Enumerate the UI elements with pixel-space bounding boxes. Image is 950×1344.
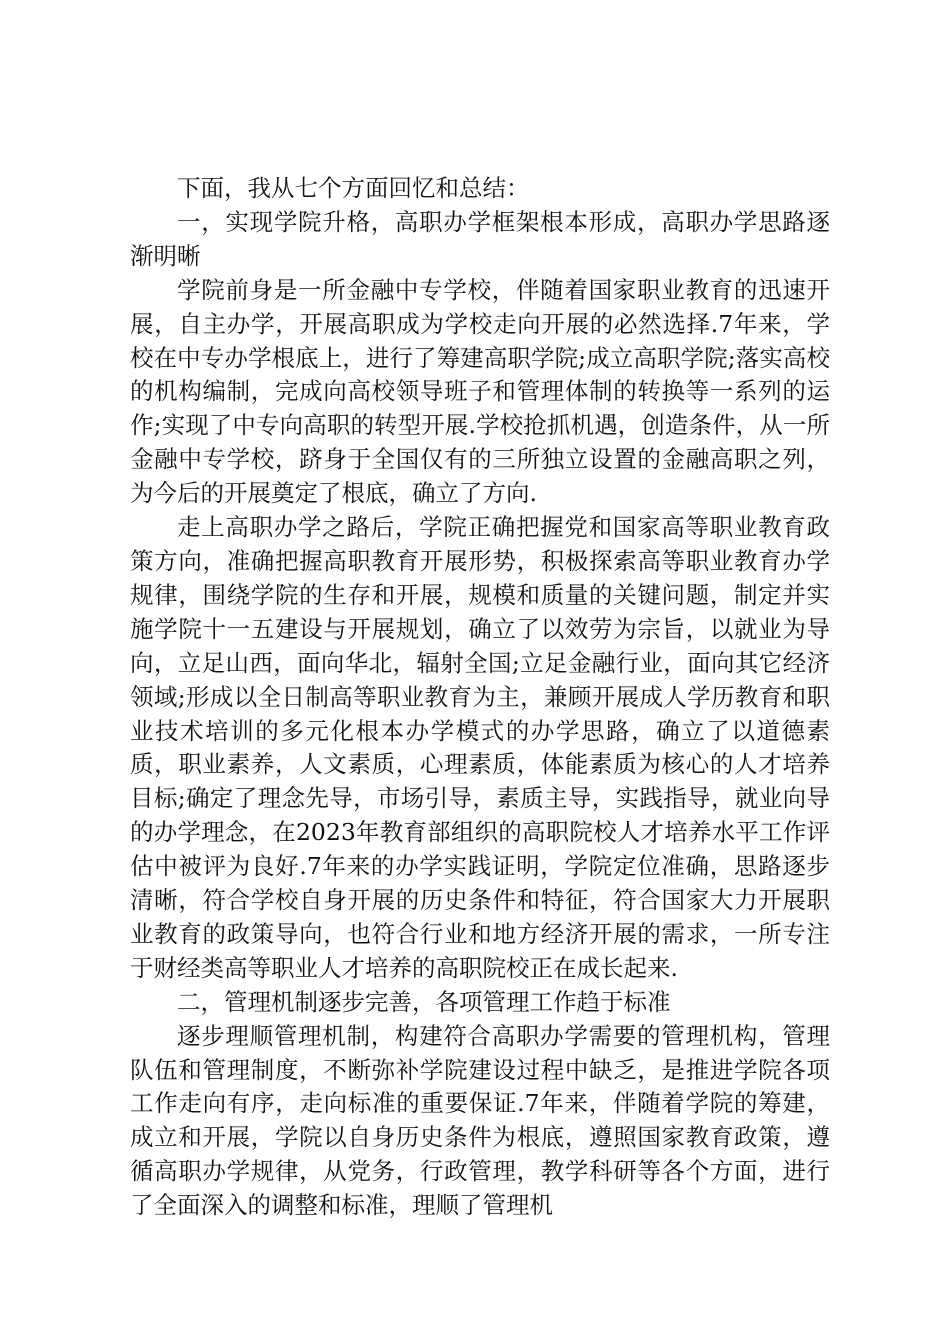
document-body bbox=[130, 172, 830, 1223]
section-heading-two: 二，管理机制逐步完善，各项管理工作趋于标准 bbox=[177, 987, 671, 1016]
body-paragraph: 学院前身是一所金融中专学校，伴随着国家职业教育的迅速开展，自主办学，开展高职成为学校走向开展的必然选择.7年来，学校在中专办学根底上，进行了筹建高职学院;成立高职学院;落实高校的机构编制，完成向高校领导班子和管理体制的转换等一系列的运作;实现了中专向高职的转型开展.学校抢抓机遇，创造条件，从一所金融中专学校，跻身于全国仅有的三所独立设置的金融高职之列，为今后的开展奠定了根底，确立了方向. bbox=[130, 275, 830, 508]
body-paragraph: 走上高职办学之路后，学院正确把握党和国家高等职业教育政策方向，准确把握高职教育开展形势，积极探索高等职业教育办学规律，围绕学院的生存和开展，规模和质量的关键问题，制定并实施学院十一五建设与开展规划，确立了以效劳为宗旨，以就业为导向，立足山西，面向华北，辐射全国;立足金融行业，面向其它经济领域;形成以全日制高等职业教育为主，兼顾开展成人学历教育和职业技术培训的多元化根本办学模式的办学思路，确立了以道德素质，职业素养，人文素质，心理素质，体能素质为核心的人才培养目标;确定了理念先导，市场引导，素质主导，实践指导，就业向导的办学理念，在2023年教育部组织的高职院校人才培养水平工作评估中被评为良好.7年来的办学实践证明，学院定位准确，思路逐步清晰，符合学校自身开展的历史条件和特征，符合国家大力开展职业教育的政策导向，也符合行业和地方经济开展的需求，一所专注于财经类高等职业人才培养的高职院校正在成长起来. bbox=[130, 513, 830, 982]
body-paragraph: 逐步理顺管理机制，构建符合高职办学需要的管理机构，管理队伍和管理制度，不断弥补学院建设过程中缺乏，是推进学院各项工作走向有序，走向标准的重要保证.7年来，伴随着学院的筹建，成立和开展，学院以自身历史条件为根底，遵照国家教育政策，遵循高职办学规律，从党务，行政管理，教学科研等各个方面，进行了全面深入的调整和标准，理顺了管理机 bbox=[130, 1021, 830, 1220]
intro-paragraph: 下面，我从七个方面回忆和总结： bbox=[177, 174, 530, 202]
section-heading-one: 一，实现学院升格，高职办学框架根本形成，高职办学思路逐渐明晰 bbox=[130, 207, 830, 270]
